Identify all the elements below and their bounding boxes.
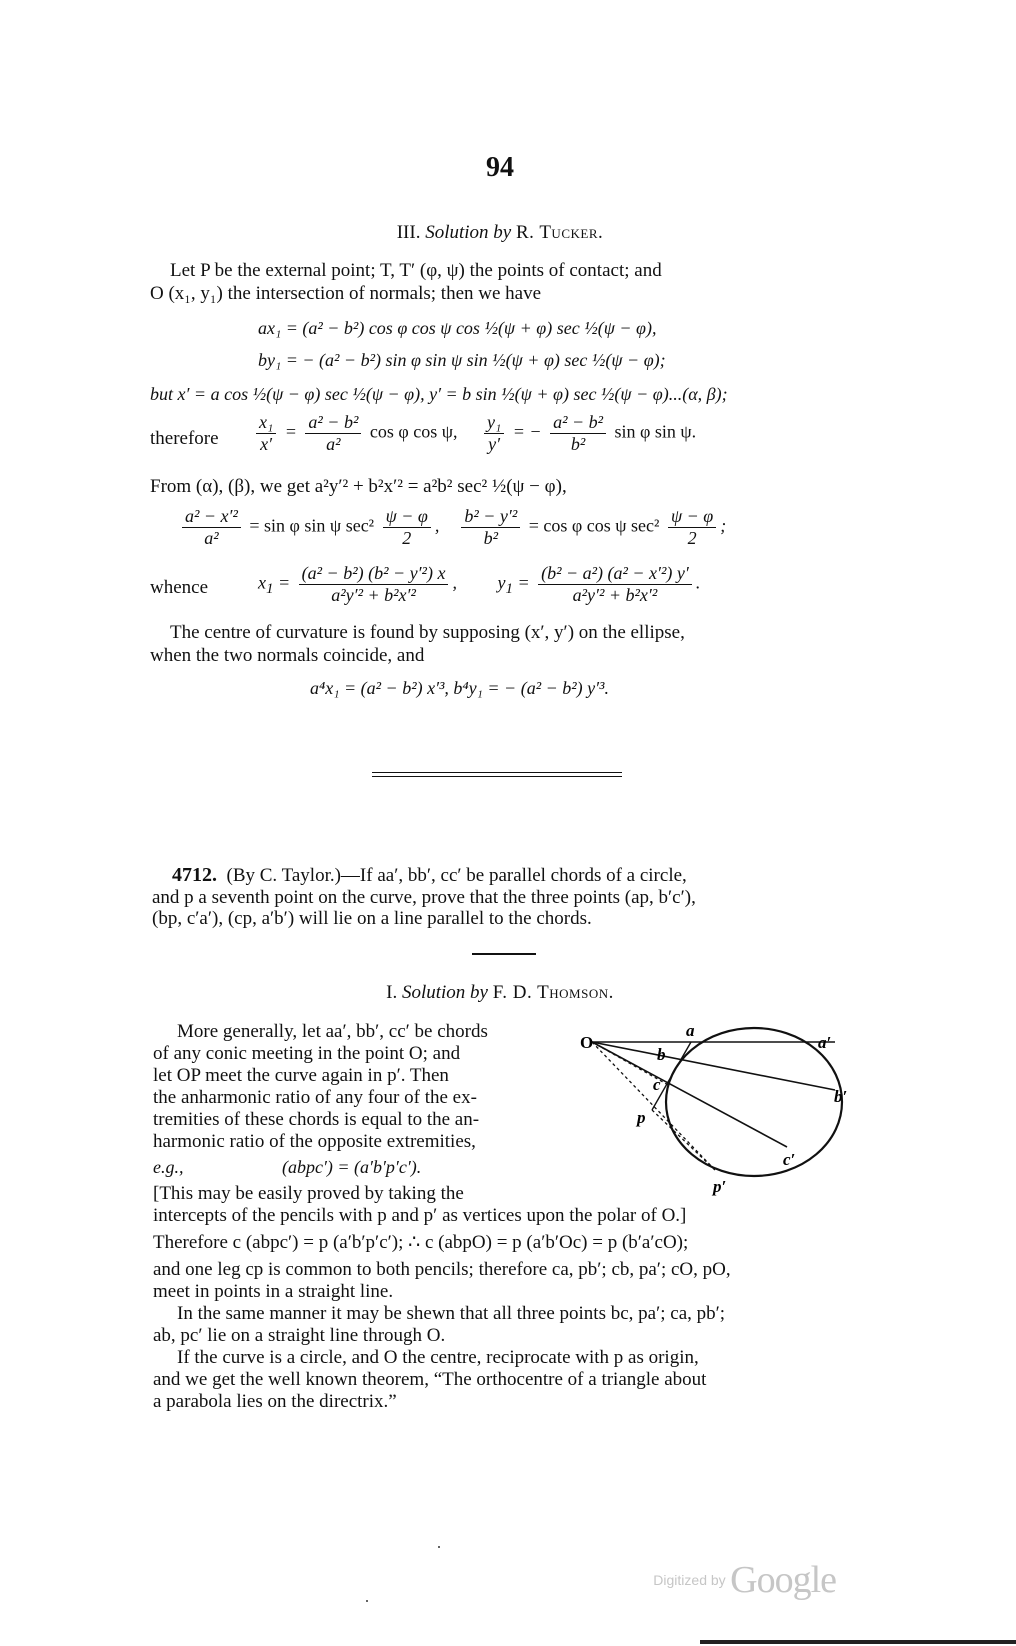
frac-y1: y₁	[484, 412, 504, 434]
equation-by1: by₁ = − (a² − b²) sin φ sin ψ sin ½(ψ + φ) sec ½(ψ − φ);	[258, 350, 666, 370]
label-c-prime: c′	[783, 1150, 796, 1169]
para1-line-2: of any conic meeting in the point O; and	[153, 1043, 461, 1064]
conic-chords-figure	[580, 1010, 860, 1200]
para1-line-5: tremities of these chords is equal to the an-	[153, 1109, 480, 1130]
para3-line-3: meet in points in a straight line.	[153, 1281, 394, 1302]
frac-x1: x₁	[256, 412, 276, 434]
frac-a2-b2: a² − b²	[305, 412, 361, 434]
whence-label: whence	[150, 577, 209, 598]
frac-a2: a²	[326, 434, 341, 454]
frac-psi-phi: ψ − φ	[383, 506, 431, 528]
page-number: 94	[486, 152, 514, 183]
solution-1-heading	[0, 982, 1000, 1004]
label-p: p	[637, 1108, 646, 1127]
frac-b2-den: b²	[483, 528, 499, 548]
problem-number: 4712.	[172, 864, 217, 886]
label-O: O	[580, 1033, 594, 1052]
label-c: c	[653, 1075, 661, 1094]
frac-x1-num: (a² − b²) (b² − y′²) x	[299, 563, 449, 585]
para1-line-6: harmonic ratio of the opposite extremities,	[153, 1131, 476, 1152]
solution-1-label: Solution by	[401, 982, 488, 1003]
frac-a2-b2-2: a² − b²	[550, 412, 606, 434]
cos-sec-term: = cos φ cos ψ sec²	[528, 515, 660, 536]
intro-line-2: O (x₁, y₁) the intersection of normals; then we have	[150, 283, 542, 304]
para5-line-3: a parabola lies on the directrix.”	[153, 1391, 397, 1412]
problem-line-3: (bp, c′a′), (cp, a′b′) will lie on a line parallel to the chords.	[152, 908, 592, 929]
label-a: a	[686, 1021, 695, 1040]
frac-psi-phi-2: ψ − φ	[668, 506, 716, 528]
para1-line-1: More generally, let aa′, bb′, cc′ be chords	[177, 1021, 488, 1042]
equation-x-prime: but x′ = a cos ½(ψ − φ) sec ½(ψ − φ), y′ = b sin ½(ψ + φ) sec ½(ψ − φ)...(α, β);	[150, 384, 728, 404]
solution-3-label: Solution by	[425, 222, 512, 243]
para5-line-1: If the curve is a circle, and O the centre, reciprocate with p as origin,	[177, 1347, 699, 1368]
problem-line-2: and p a seventh point on the curve, prove that the three points (ap, b′c′),	[152, 887, 696, 908]
chord-cc-prime	[592, 1042, 787, 1147]
conic-curve	[666, 1028, 842, 1176]
solution-1-author: F. D. Thomson.	[492, 982, 614, 1003]
frac-a2-den: a²	[204, 528, 219, 548]
frac-a2-x2: a² − x′²	[182, 506, 241, 528]
sin-term: sin φ sin ψ.	[614, 421, 697, 442]
section-divider	[372, 772, 622, 777]
frac-y1-num: (b² − a²) (a² − x′²) y′	[538, 563, 692, 585]
frac-x1-den: a²y′² + b²x′²	[331, 585, 416, 605]
cos-term: cos φ cos ψ,	[369, 421, 458, 442]
watermark-prefix: Digitized by	[653, 1572, 726, 1588]
problem-line-1	[172, 864, 687, 887]
equation-curvature: a⁴x₁ = (a² − b²) x′³, b⁴y₁ = − (a² − b²) y′³.	[310, 678, 609, 698]
dotted-line-p-p-prime	[652, 1110, 715, 1170]
para3-line-2: and one leg cp is common to both pencils; therefore ca, pb′; cb, pa′; cO, pO,	[153, 1259, 731, 1280]
para5-line-2: and we get the well known theorem, “The orthocentre of a triangle about	[153, 1369, 707, 1390]
eg-label: e.g.,	[153, 1157, 184, 1177]
scan-edge	[700, 1640, 1016, 1644]
frac-b2-y2: b² − y′²	[461, 506, 520, 528]
speck	[438, 1546, 440, 1548]
problem-statement-start: (By C. Taylor.)—If aa′, bb′, cc′ be parallel chords of a circle,	[226, 865, 687, 886]
solution-3-number: III.	[396, 222, 421, 243]
para2-line-1: [This may be easily proved by taking the	[153, 1183, 464, 1204]
para1-line-4: the anharmonic ratio of any four of the ex-	[153, 1087, 477, 1108]
para1-line-3: let OP meet the curve again in p′. Then	[153, 1065, 449, 1086]
frac-two-2: 2	[687, 528, 697, 548]
equation-whence: $x_1$ = $\frac{\text{(a² − b²) (b² − y′²) x}}{\text{a²y′² + b²x′²}}$ , $y_1$ = $\frac{\text{(b² − a²) (a² − x′²) y′}}{\text{a²y′² + b²x′²}}$ .	[258, 563, 701, 605]
frac-b2: b²	[570, 434, 586, 454]
frac-two: 2	[402, 528, 412, 548]
curvature-line-1: The centre of curvature is found by supposing (x′, y′) on the ellipse,	[170, 622, 685, 643]
therefore-label: therefore	[150, 428, 219, 449]
eg-equation: (abpc′) = (a′b′p′c′).	[282, 1157, 422, 1177]
para4-line-1: In the same manner it may be shewn that all three points bc, pa′; ca, pb′;	[177, 1303, 726, 1324]
curvature-line-2: when the two normals coincide, and	[150, 645, 425, 666]
frac-y1-den: a²y′² + b²x′²	[572, 585, 658, 605]
solution-3-heading	[0, 222, 1000, 244]
para2-line-2: intercepts of the pencils with p and p′ as vertices upon the polar of O.]	[153, 1205, 687, 1226]
frac-x-prime: x′	[260, 434, 273, 454]
equation-sec-squared: $\frac{\text{a² − x′²}}{\text{a²}}$ = sin φ sin ψ sec² $\frac{\psi - \varphi}{2}$ , $\frac{\text{b² − y′²}}{\text{b²}}$ = cos φ cos ψ sec² $\frac{\psi - \varphi}{2}$ ;	[178, 506, 726, 549]
frac-y-prime: y′	[488, 434, 501, 454]
chord-bb-prime	[592, 1042, 835, 1090]
label-b: b	[657, 1045, 666, 1064]
equation-therefore: $\frac{\text{x₁}}{x'}$ = $\frac{\text{a² − b²}}{\text{a²}}$ cos φ cos ψ, $\frac{\text{y₁}}{y'}$ = − $\frac{\text{a² − b²}}{\text{b²}}$ sin φ sin ψ.	[252, 412, 696, 455]
digitized-watermark	[653, 1558, 836, 1602]
google-logo: Google	[730, 1559, 836, 1601]
speck	[366, 1600, 368, 1602]
from-line: From (α), (β), we get a²y′² + b²x′² = a²b² sec² ½(ψ − φ),	[150, 476, 567, 497]
label-b-prime: b′	[834, 1087, 848, 1106]
solution-1-number: I.	[386, 982, 398, 1003]
para4-line-2: ab, pc′ lie on a straight line through O.	[153, 1325, 446, 1346]
intro-line-1: Let P be the external point; T, T′ (φ, ψ) the points of contact; and	[170, 260, 662, 281]
solution-3-author: R. Tucker.	[516, 222, 604, 243]
label-p-prime: p′	[713, 1177, 727, 1196]
para3-line-1: Therefore c (abpc′) = p (a′b′p′c′); ∴ c (abpO) = p (a′b′Oc) = p (b′a′cO);	[153, 1232, 689, 1253]
sin-sec-term: = sin φ sin ψ sec²	[249, 515, 375, 536]
short-divider	[472, 953, 536, 955]
equation-ax1: ax₁ = (a² − b²) cos φ cos ψ cos ½(ψ + φ) sec ½(ψ − φ),	[258, 318, 657, 338]
label-a-prime: a′	[818, 1033, 832, 1052]
